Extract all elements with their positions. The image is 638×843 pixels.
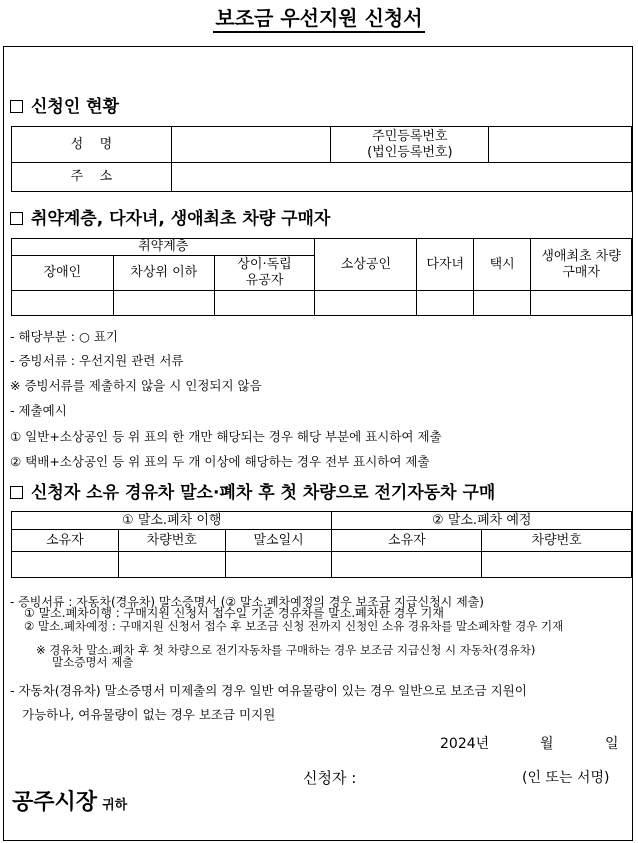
- section-applicant-heading: 신청인 현황: [10, 92, 119, 117]
- name-field[interactable]: [171, 127, 331, 163]
- owner2-cell[interactable]: [332, 552, 482, 578]
- multi-child-header: 다자녀: [417, 239, 474, 291]
- checkbox-icon: [10, 486, 23, 499]
- low-income-header: 차상위 이하: [113, 256, 214, 291]
- note-warning: ※ 증빙서류를 제출하지 않을 시 인정되지 않음: [10, 378, 262, 393]
- applicant-signature-label: 신청자 :: [303, 769, 357, 787]
- disabled-header: 장애인: [12, 256, 114, 291]
- note-example-heading: - 제출예시: [10, 403, 67, 418]
- scrappage-done-header: ① 말소.폐차 이행: [12, 512, 332, 530]
- scrappage-table: [11, 511, 632, 578]
- note-scrappage-warning-cont: 말소증명서 제출: [52, 655, 134, 669]
- checkbox-icon: [10, 100, 23, 113]
- note-scrappage-planned: ② 말소.폐차예정 : 구매지원 신청서 접수 후 보조금 신청 전까지 신청인 소유 경유차를 말소폐차할 경우 기재: [24, 619, 564, 633]
- note-scrappage-documents: - 증빙서류 : 자동차(경유차) 말소증명서 (② 말소.폐차예정의 경우 보조금 지급신청시 제출): [10, 595, 484, 609]
- section-scrappage-heading: 신청자 소유 경유차 말소·폐차 후 첫 차량으로 전기자동차 구매: [10, 478, 495, 503]
- owner-header: 소유자: [12, 530, 119, 552]
- note-missing-certificate: - 자동차(경유차) 말소증명서 미제출의 경우 일반 여유물량이 있는 경우 일반으로 보조금 지원이: [10, 683, 527, 698]
- plate-header: 차량번호: [118, 530, 225, 552]
- plate-cell[interactable]: [118, 552, 225, 578]
- note-marking: - 해당부분 : ○ 표기: [10, 329, 118, 344]
- veteran-cell[interactable]: [214, 291, 315, 316]
- taxi-cell[interactable]: [474, 291, 531, 316]
- seal-label: (인 또는 서명): [522, 770, 610, 786]
- vulnerable-group-header: 취약계층: [12, 239, 315, 256]
- section-priority-heading: 취약계층, 다자녀, 생애최초 차량 구매자: [10, 204, 330, 229]
- note-documents: - 증빙서류 : 우선지원 관련 서류: [10, 353, 184, 368]
- note-missing-certificate-cont: 가능하나, 여유물량이 없는 경우 보조금 미지원: [22, 707, 276, 722]
- plate2-header: 차량번호: [482, 530, 632, 552]
- note-example-2: ② 택배+소상공인 등 위 표의 두 개 이상에 해당하는 경우 전부 표시하여 제출: [10, 454, 430, 469]
- recipient-honorific: 귀하: [102, 798, 128, 813]
- id-field[interactable]: [489, 127, 632, 163]
- scrappage-planned-header: ② 말소.폐차 예정: [332, 512, 632, 530]
- form-title: 보조금 우선지원 신청서: [0, 2, 638, 31]
- disabled-cell[interactable]: [12, 291, 114, 316]
- scrap-date-header: 말소일시: [225, 530, 332, 552]
- date-month: 월: [540, 736, 554, 752]
- applicant-table: [11, 126, 632, 192]
- recipient: [12, 785, 127, 816]
- owner-cell[interactable]: [12, 552, 119, 578]
- id-label: 주민등록번호 (법인등록번호): [331, 127, 489, 163]
- date-year: 2024년: [440, 736, 490, 752]
- note-example-1: ① 일반+소상공인 등 위 표의 한 개만 해당되는 경우 해당 부분에 표시하여 제출: [10, 429, 442, 444]
- multi-child-cell[interactable]: [417, 291, 474, 316]
- small-business-cell[interactable]: [315, 291, 417, 316]
- recipient-name: 공주시장: [12, 790, 98, 815]
- checkbox-icon: [10, 212, 23, 225]
- taxi-header: 택시: [474, 239, 531, 291]
- low-income-cell[interactable]: [113, 291, 214, 316]
- plate2-cell[interactable]: [482, 552, 632, 578]
- address-field[interactable]: [171, 163, 631, 192]
- address-label: 주 소: [12, 163, 172, 192]
- veteran-header: 상이·독립 유공자: [214, 256, 315, 291]
- note-scrappage-warning: ※ 경유차 말소.폐차 후 첫 차량으로 전기자동차를 구매하는 경우 보조금 지급신청 시 자동차(경유차): [36, 643, 536, 657]
- priority-table: [11, 238, 632, 316]
- owner2-header: 소유자: [332, 530, 482, 552]
- first-car-cell[interactable]: [531, 291, 632, 316]
- scrap-date-cell[interactable]: [225, 552, 332, 578]
- note-scrappage-done: ① 말소.폐차이행 : 구매지원 신청서 접수일 기준 경유차를 말소.폐차한 경우 기재: [24, 606, 444, 620]
- small-business-header: 소상공인: [315, 239, 417, 291]
- date-day: 일: [605, 736, 619, 752]
- name-label: 성 명: [12, 127, 172, 163]
- first-car-header: 생애최초 차량 구매자: [531, 239, 632, 291]
